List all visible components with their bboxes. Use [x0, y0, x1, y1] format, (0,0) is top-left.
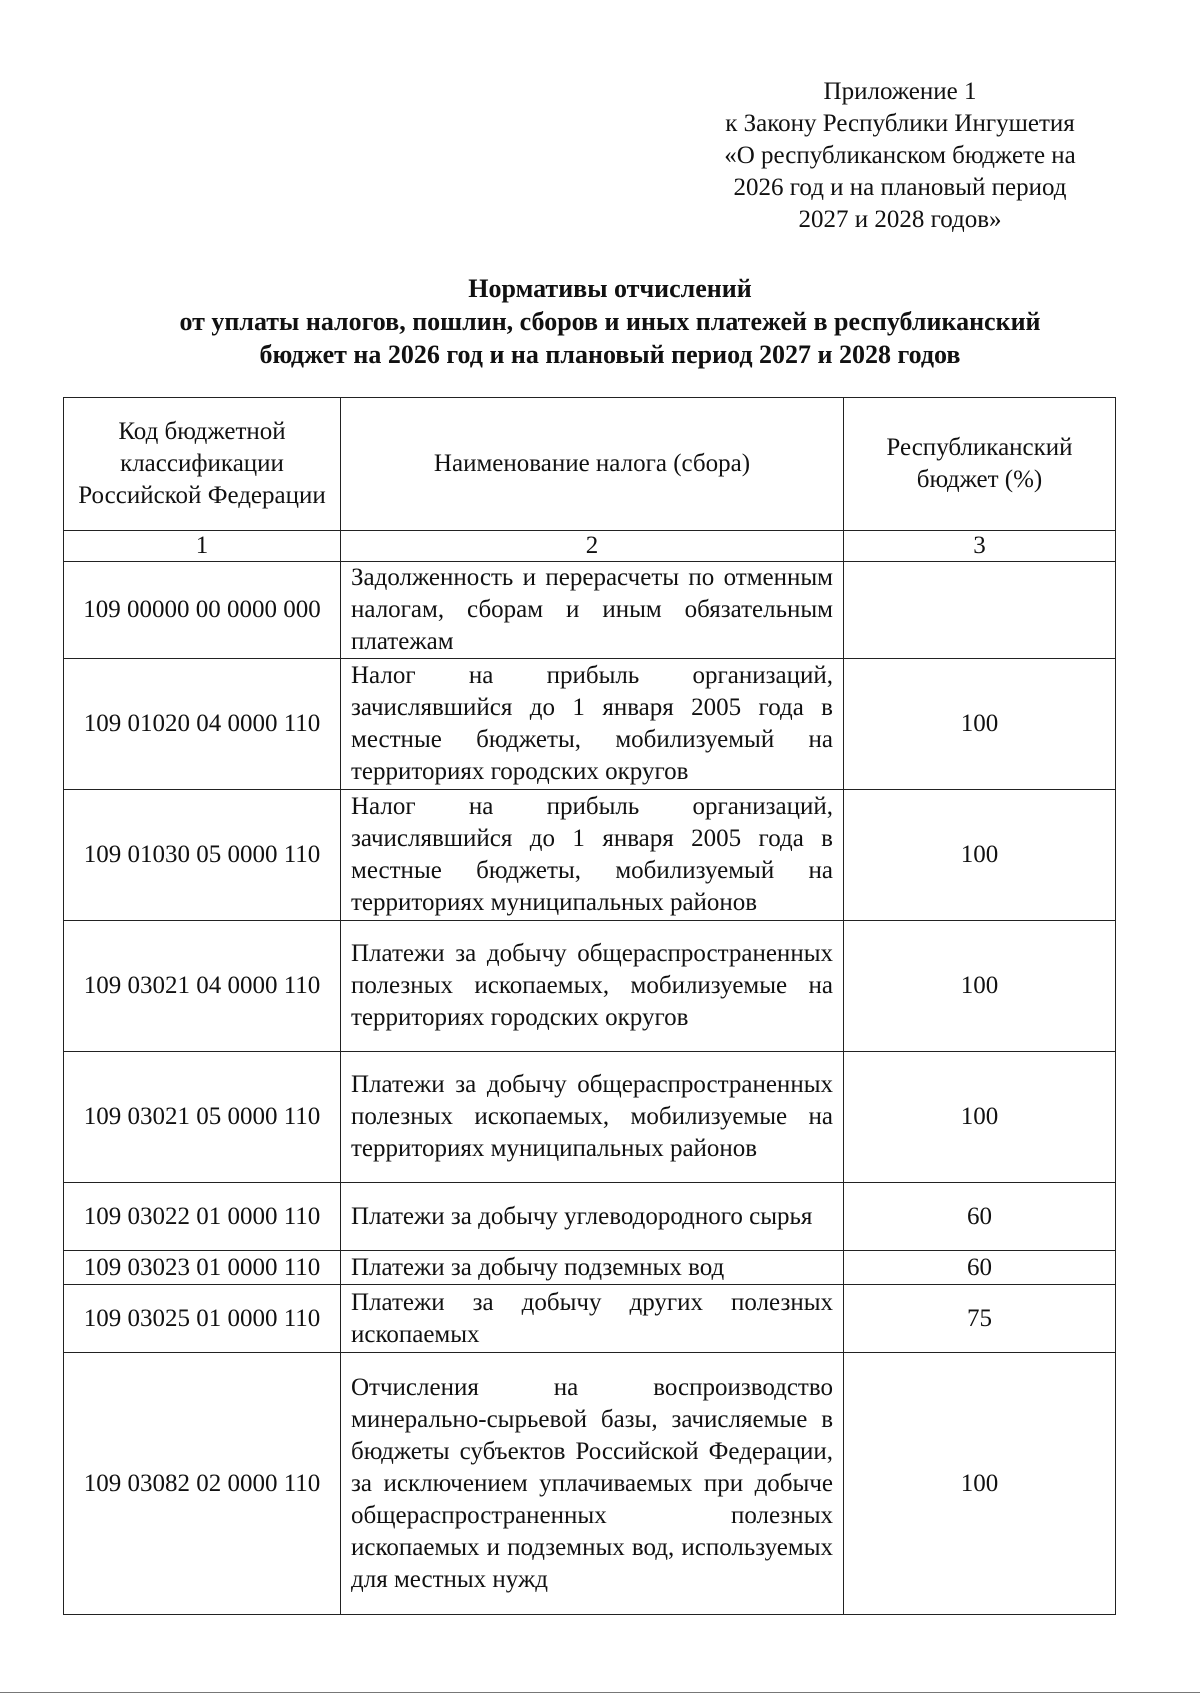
- appendix-line: к Закону Республики Ингушетия: [725, 110, 1075, 137]
- appendix-reference: [680, 76, 1120, 236]
- title-line: от уплаты налогов, пошлин, сборов и иных платежей в республиканский: [179, 307, 1041, 336]
- column-number: 1: [64, 531, 341, 562]
- appendix-line: «О республиканском бюджете на: [724, 142, 1076, 169]
- row-value: 60: [844, 1251, 1116, 1285]
- table-row: [64, 1285, 1116, 1353]
- document-title: [90, 272, 1130, 371]
- header-budget: Республиканский бюджет (%): [844, 398, 1116, 531]
- row-code: 109 01020 04 0000 110: [64, 659, 341, 790]
- row-value: 75: [844, 1285, 1116, 1353]
- title-line: Нормативы отчислений: [468, 274, 752, 303]
- row-code: 109 03025 01 0000 110: [64, 1285, 341, 1353]
- row-name: Задолженность и перерасчеты по отменным налогам, сборам и иным обязательным платежам: [341, 562, 844, 659]
- table-row: [64, 1052, 1116, 1183]
- row-code: 109 03021 05 0000 110: [64, 1052, 341, 1183]
- table-row: [64, 1353, 1116, 1615]
- appendix-line: 2027 и 2028 годов»: [798, 206, 1002, 233]
- page-bottom-divider: [0, 1692, 1200, 1693]
- row-value: 100: [844, 790, 1116, 921]
- table-row: [64, 921, 1116, 1052]
- row-name: Платежи за добычу углеводородного сырья: [341, 1183, 844, 1251]
- column-number: 3: [844, 531, 1116, 562]
- table-row: [64, 562, 1116, 659]
- header-name: Наименование налога (сбора): [341, 398, 844, 531]
- header-code: Код бюджетной классификации Российской Федерации: [64, 398, 341, 531]
- appendix-line: Приложение 1: [823, 78, 977, 105]
- deductions-table: [63, 397, 1116, 1615]
- row-value: 60: [844, 1183, 1116, 1251]
- row-code: 109 03022 01 0000 110: [64, 1183, 341, 1251]
- column-number: 2: [341, 531, 844, 562]
- row-value: 100: [844, 1353, 1116, 1615]
- row-code: 109 00000 00 0000 000: [64, 562, 341, 659]
- row-name: Платежи за добычу общераспространенных полезных ископаемых, мобилизуемые на территориях городских округов: [341, 921, 844, 1052]
- table-row: [64, 1251, 1116, 1285]
- row-name: Отчисления на воспроизводство минерально-сырьевой базы, зачисляемые в бюджеты субъектов Российской Федерации, за исключением уплачиваемых при добыче общераспространенных полезных ископаемых и подземных вод, используемых для местных нужд: [341, 1353, 844, 1615]
- row-name: Платежи за добычу общераспространенных полезных ископаемых, мобилизуемые на территориях муниципальных районов: [341, 1052, 844, 1183]
- row-code: 109 03021 04 0000 110: [64, 921, 341, 1052]
- row-name: Налог на прибыль организаций, зачислявшийся до 1 января 2005 года в местные бюджеты, мобилизуемый на территориях городских округов: [341, 659, 844, 790]
- row-code: 109 03082 02 0000 110: [64, 1353, 341, 1615]
- row-value: 100: [844, 659, 1116, 790]
- row-name: Налог на прибыль организаций, зачислявшийся до 1 января 2005 года в местные бюджеты, мобилизуемый на территориях муниципальных районов: [341, 790, 844, 921]
- table-header-row: [64, 398, 1116, 531]
- table-row: [64, 790, 1116, 921]
- row-value: 100: [844, 1052, 1116, 1183]
- title-line: бюджет на 2026 год и на плановый период 2027 и 2028 годов: [259, 340, 961, 369]
- row-code: 109 01030 05 0000 110: [64, 790, 341, 921]
- row-value: [844, 562, 1116, 659]
- appendix-line: 2026 год и на плановый период: [733, 174, 1067, 201]
- row-name: Платежи за добычу подземных вод: [341, 1251, 844, 1285]
- row-name: Платежи за добычу других полезных ископаемых: [341, 1285, 844, 1353]
- row-code: 109 03023 01 0000 110: [64, 1251, 341, 1285]
- row-value: 100: [844, 921, 1116, 1052]
- table-row: [64, 659, 1116, 790]
- table-row: [64, 1183, 1116, 1251]
- column-number-row: [64, 531, 1116, 562]
